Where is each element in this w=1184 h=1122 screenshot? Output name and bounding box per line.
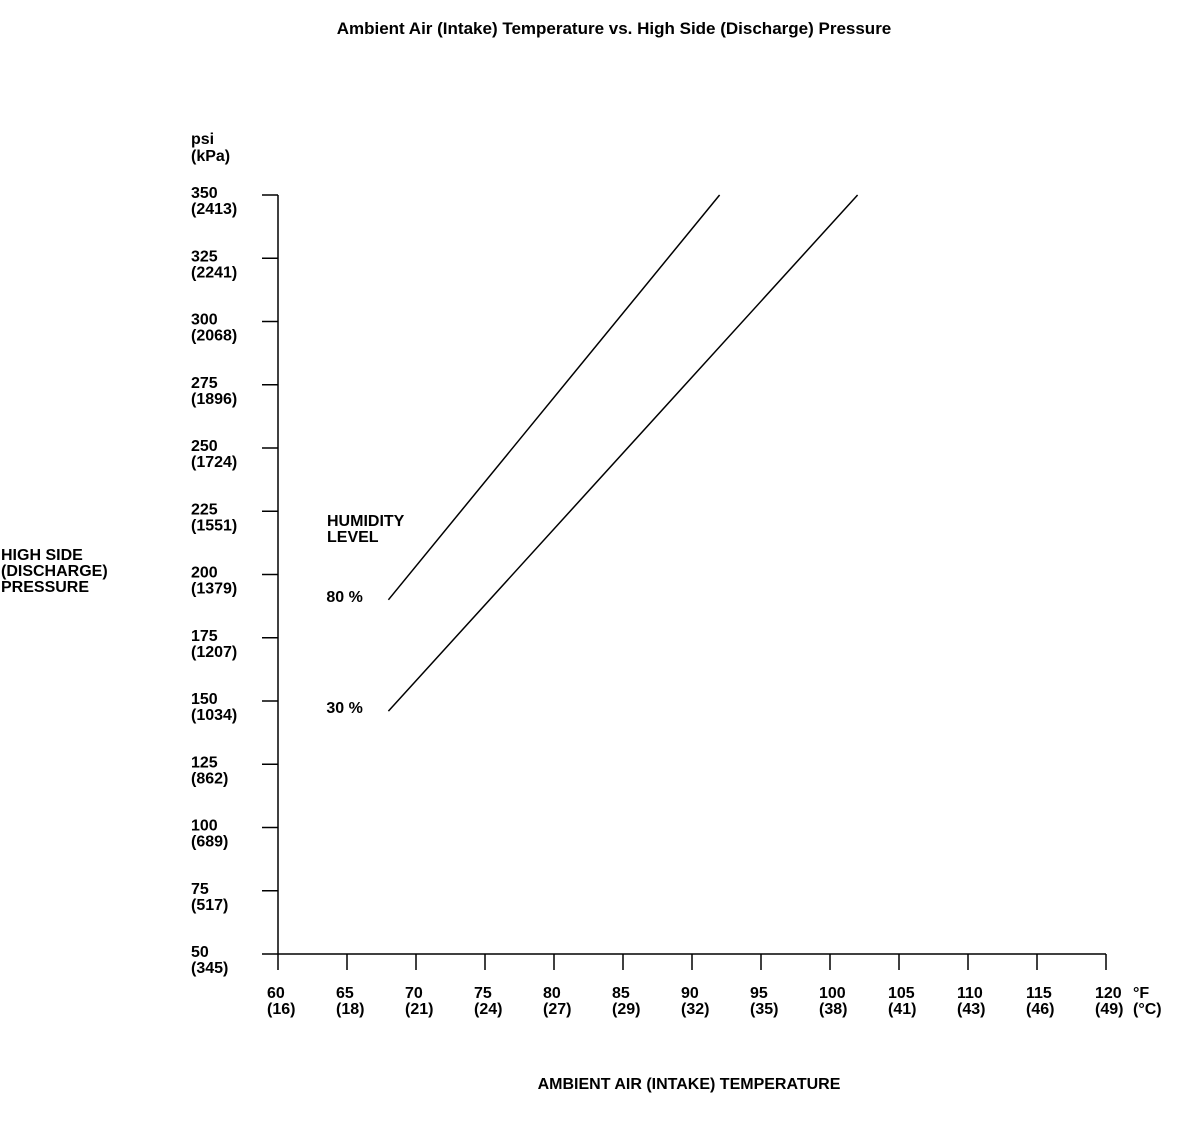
y-tick-label: 350: [191, 185, 218, 202]
y-tick-sublabel: (1034): [191, 707, 238, 724]
x-axis-title: AMBIENT AIR (INTAKE) TEMPERATURE: [537, 1076, 841, 1093]
y-tick-label: 225: [191, 501, 218, 519]
y-tick-sublabel: (2241): [191, 264, 238, 282]
x-tick-label: 95: [750, 985, 768, 1002]
chart-title: Ambient Air (Intake) Temperature vs. High Side (Discharge) Pressure: [336, 19, 892, 38]
x-tick-sublabel: (24): [474, 1001, 503, 1018]
x-tick-sublabel: (46): [1026, 1001, 1055, 1018]
x-tick-label: 75: [474, 985, 492, 1002]
x-tick-sublabel: (18): [336, 1001, 365, 1018]
y-tick-label: 325: [191, 248, 218, 266]
y-tick-sublabel: (862): [191, 770, 229, 788]
x-tick-sublabel: (27): [543, 1001, 572, 1018]
humidity-annotation-line-1: HUMIDITY: [327, 513, 405, 530]
x-tick-sublabel: (43): [957, 1001, 986, 1018]
y-tick-sublabel: (517): [191, 896, 229, 914]
y-units-primary: psi: [191, 131, 215, 148]
y-tick-sublabel: (689): [191, 833, 229, 851]
x-tick-label: 60: [267, 985, 285, 1002]
x-tick-sublabel: (16): [267, 1001, 296, 1018]
series-label-1: 80 %: [326, 588, 363, 606]
series-label-2: 30 %: [326, 700, 363, 718]
y-tick-sublabel: (1896): [191, 390, 238, 408]
x-tick-sublabel: (29): [612, 1001, 641, 1018]
y-tick-label: 100: [191, 817, 218, 835]
y-tick-label: 125: [191, 754, 218, 772]
y-tick-label: 300: [191, 311, 218, 329]
y-tick-sublabel: (2413): [191, 201, 238, 218]
y-tick-label: 275: [191, 374, 218, 392]
y-tick-label: 50: [191, 944, 209, 961]
series-group: [326, 195, 857, 717]
humidity-annotation-line-2: LEVEL: [327, 529, 379, 546]
y-axis-title-line-3: PRESSURE: [1, 579, 90, 596]
x-tick-label: 65: [336, 985, 354, 1002]
x-tick-label: 90: [681, 985, 699, 1002]
y-tick-label: 150: [191, 691, 218, 708]
y-tick-label: 250: [191, 438, 218, 455]
series-line-1: [388, 195, 719, 600]
x-tick-sublabel: (35): [750, 1001, 779, 1018]
x-units-secondary: (°C): [1133, 1001, 1162, 1018]
y-tick-sublabel: (2068): [191, 327, 238, 345]
x-tick-label: 85: [612, 985, 630, 1002]
y-tick-label: 200: [191, 564, 218, 582]
y-axis-title-line-2: (DISCHARGE): [1, 563, 108, 580]
y-tick-sublabel: (1551): [191, 517, 238, 535]
x-tick-label: 80: [543, 985, 561, 1002]
y-tick-sublabel: (1207): [191, 643, 238, 661]
y-tick-sublabel: (345): [191, 960, 229, 977]
y-axis-title-line-1: HIGH SIDE: [1, 547, 83, 564]
y-tick-sublabel: (1379): [191, 580, 238, 598]
x-units-primary: °F: [1133, 985, 1150, 1002]
x-tick-sublabel: (41): [888, 1001, 917, 1018]
x-tick-label: 70: [405, 985, 423, 1002]
x-tick-label: 115: [1026, 985, 1052, 1002]
y-axis-ticks: [191, 185, 278, 977]
x-axis-ticks: [267, 954, 1123, 1018]
y-tick-label: 75: [191, 880, 209, 898]
series-line-2: [388, 195, 857, 711]
x-tick-sublabel: (49): [1095, 1001, 1124, 1018]
x-tick-label: 120: [1095, 985, 1122, 1002]
y-units-secondary: (kPa): [191, 148, 231, 165]
x-tick-sublabel: (21): [405, 1001, 434, 1018]
x-tick-label: 110: [957, 985, 983, 1002]
x-tick-sublabel: (32): [681, 1001, 710, 1018]
x-tick-sublabel: (38): [819, 1001, 848, 1018]
x-tick-label: 100: [819, 985, 846, 1002]
y-tick-sublabel: (1724): [191, 454, 238, 471]
y-tick-label: 175: [191, 627, 218, 645]
x-tick-label: 105: [888, 985, 915, 1002]
